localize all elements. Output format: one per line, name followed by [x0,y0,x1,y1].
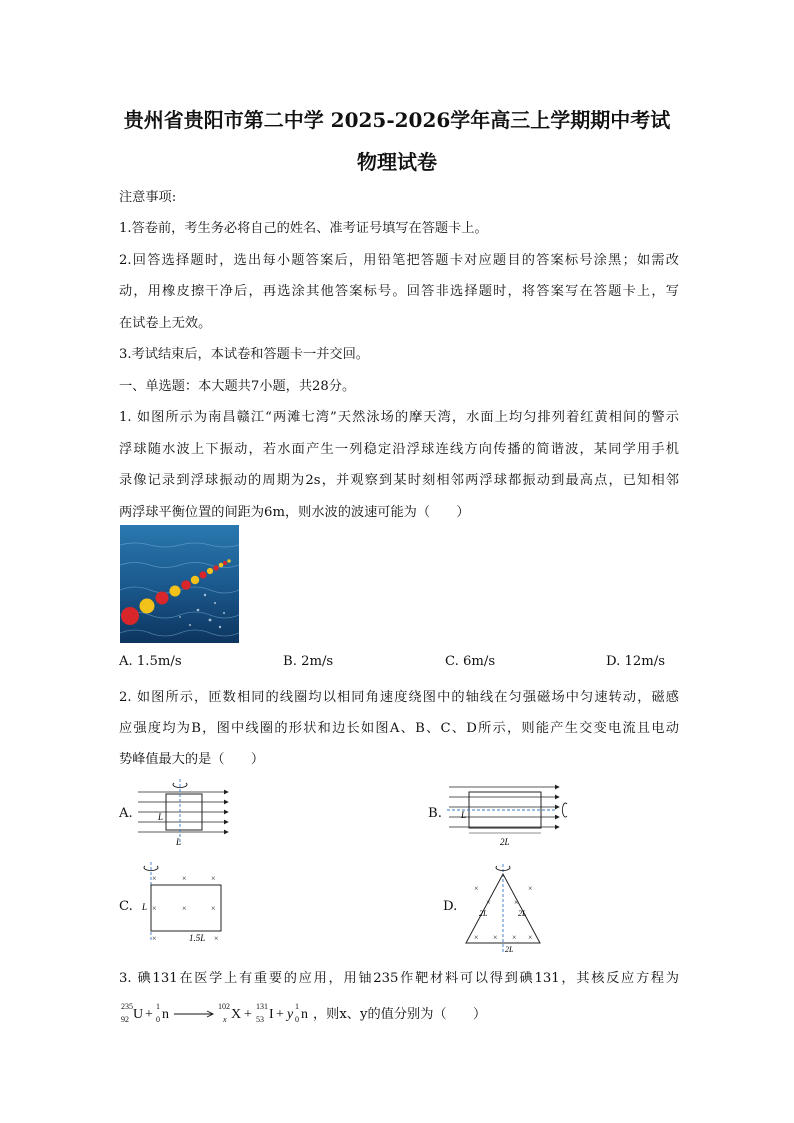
dim-label: 1.5L [189,933,206,943]
cross-mark: × [512,933,517,942]
cross-mark: × [152,874,157,883]
eq-x-symbol: X [231,1007,242,1022]
dim-label: 2L [479,909,488,918]
eq-x-charge: x [223,1015,227,1024]
eq-plus: + [145,1007,153,1022]
note-2-line-1: 2.回答选择题时，选出每小题答案后，用铅笔把答题卡对应题目的答案标号涂黑；如需改 [119,253,679,268]
rotation-arrow-icon [562,803,567,817]
dim-label: L [142,902,148,912]
eq-n2-mass: 1 [295,1002,299,1011]
cross-mark: × [514,898,519,907]
cross-mark: × [211,904,216,913]
cross-mark: × [214,934,219,943]
cross-mark: × [182,904,187,913]
eq-n-charge: 0 [156,1015,160,1024]
q1-line-3: 录像记录到浮球振动的周期为2s，并观察到某时刻相邻两浮球都振动到最高点，已知相邻 [119,473,679,488]
eq-plus: + [244,1007,252,1022]
q3-line-2-tail: ，则x、y的值分别为（ ） [313,1007,487,1022]
note-2-line-2: 动，用橡皮擦干净后，再选涂其他答案标号。回答非选择题时，将答案写在答题卡上，写 [119,284,679,299]
buoy-photo [120,525,239,643]
figure-a [136,775,236,850]
q2-line-1: 2. 如图所示，匝数相同的线圈均以相同角速度绕图中的轴线在匀强磁场中匀速转动，磁感 [119,690,679,705]
cross-mark: × [211,874,216,883]
fig-a-label: A. [119,806,133,821]
eq-n-symbol: n [162,1007,169,1022]
eq-plus: + [276,1007,284,1022]
eq-i-charge: 53 [256,1015,264,1024]
q2-line-3: 势峰值最大的是（ ） [119,752,265,767]
q1-line-1: 1. 如图所示为南昌赣江“两滩七湾”天然泳场的摩天湾，水面上均匀排列着红黄相间的警示 [119,410,679,425]
eq-x-mass: 102 [218,1002,230,1011]
eq-n2-charge: 0 [295,1015,299,1024]
eq-y-coefficient: y [287,1007,294,1022]
fig-b-label: B. [428,806,442,821]
q2-line-2: 应强度均为B，图中线圈的形状和边长如图A、B、C、D所示，则能产生交变电流且电动 [119,721,679,736]
q1-option-b[interactable]: B. 2m/s [283,654,334,669]
figure-b [447,775,577,850]
eq-i-symbol: I [269,1007,274,1022]
note-2-line-3: 在试卷上无效。 [119,316,212,331]
cross-mark: × [528,884,533,893]
eq-n-mass: 1 [156,1002,160,1011]
fig-c-label: C. [119,899,133,914]
cross-mark: × [486,898,491,907]
fig-d-label: D. [443,899,458,914]
figure-d [462,856,544,956]
note-1: 1.答卷前，考生务必将自己的姓名、准考证号填写在答题卡上。 [119,221,488,236]
q1-option-d[interactable]: D. 12m/s [606,654,665,669]
field-lines-a [138,792,228,832]
page-subtitle: 物理试卷 [357,150,437,174]
cross-mark: × [152,904,157,913]
q1-option-c[interactable]: C. 6m/s [445,654,496,669]
q3-line-1: 3. 碘131在医学上有重要的应用，用铀235作靶材料可以得到碘131，其核反应方程为 [119,971,679,986]
dim-label: 2L [505,945,514,954]
cross-mark: × [152,934,157,943]
eq-u-symbol: U [133,1007,144,1022]
eq-u-charge: 92 [121,1015,129,1024]
cross-mark: × [182,874,187,883]
q1-line-4: 两浮球平衡位置的间距为6m，则水波的波速可能为（ ） [119,505,470,520]
dim-label: L [158,812,164,822]
dim-label: 2L [500,837,510,847]
field-lines-b [449,787,559,827]
eq-u-mass: 235 [121,1002,133,1011]
cross-mark: × [474,933,479,942]
eq-i-mass: 131 [256,1002,268,1011]
dim-label: L [461,810,467,820]
cross-mark: × [474,884,479,893]
dim-label: L [176,837,182,847]
eq-n2-symbol: n [301,1007,308,1022]
field-crosses-c [152,874,219,943]
figure-c [138,858,228,946]
page-title: 贵州省贵阳市第二中学 2025-2026学年高三上学期期中考试 [123,108,671,132]
q1-line-2: 浮球随水波上下振动，若水面产生一列稳定沿浮球连线方向传播的简谐波，某同学用手机 [119,442,679,457]
note-3: 3.考试结束后，本试卷和答题卡一并交回。 [119,347,369,362]
section-heading: 一、单选题：本大题共7小题，共28分。 [119,379,356,394]
q1-option-a[interactable]: A. 1.5m/s [119,654,182,669]
notes-heading: 注意事项: [119,190,177,205]
dim-label: 2L [518,909,527,918]
cross-mark: × [528,933,533,942]
cross-mark: × [493,933,498,942]
